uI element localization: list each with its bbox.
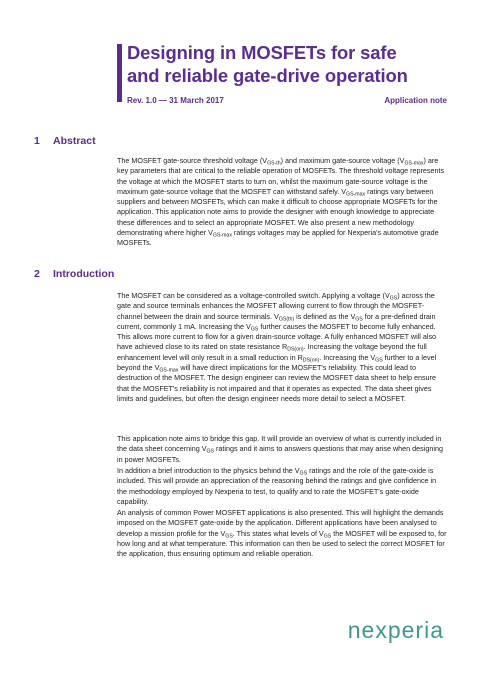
section-heading-introduction xyxy=(34,268,114,280)
document-type: Application note xyxy=(384,96,447,105)
intro-paragraph-4: An analysis of common Power MOSFET applications is also presented. This will highlight the demands imposed on the MOSFET gate-oxide by the application. Different applications have been analysed to develop a mission profile for the $V_{GS}$. This states what levels of $V_{GS}$ the MOSFET will be exposed to, for how long and at what temperature. This information can then be used to select the correct MOSFET for the application, thus ensuring optimum and reliable operation. xyxy=(117,508,447,559)
revision-date: Rev. 1.0 — 31 March 2017 xyxy=(127,96,224,105)
nexperia-logo: nexperia xyxy=(347,617,444,643)
intro-paragraph-1: The MOSFET can be considered as a voltage-controlled switch. Applying a voltage $(V_{GS})$ across the gate and source terminals enhances the MOSFET allowing current to flow through the MOSFET-channel between the drain and source terminals. $V_{GS(th)}$ is defined as the $V_{GS}$ for a pre-defined drain current, commonly 1 mA. Increasing the $V_{GS}$ further causes the MOSFET to become fully enhanced. This allows more current to flow for a given drain-source voltage. A fully enhanced MOSFET will also have achieved close to its rated on state resistance $R_{DS(on)}$. Increasing the voltage beyond the full enhancement level will only result in a small reduction in $R_{DS(on)}$. Increasing the $V_{GS}$ further to a level beyond the $V_{GS-max}$ will have direct implications for the MOSFET's reliability. This could lead to destruction of the MOSFET. The design engineer can review the MOSFET data sheet to help ensure that the MOSFET's reliability is not impaired and that it operates as expected. The data sheet gives limits and guidelines, but often the design engineer needs more detail to select a MOSFET. xyxy=(117,291,437,403)
abstract-paragraph: The MOSFET gate-source threshold voltage $(V_{GS-th})$ and maximum gate-source voltage $(V_{GS-max})$ are key parameters that are critical to the reliable operation of MOSFETs. The threshold voltage represents the voltage at which the MOSFET starts to turn on, whilst the maximum gate-source voltage is the maximum gate-source voltage that the MOSFET can withstand safely. $V_{GS-max}$ ratings vary between suppliers and between MOSFETs, which can make it difficult to choose appropriate MOSFETs for the application. This application note aims to provide the designer with enough knowledge to appreciate these differences and to select an appropriate MOSFET. We also present a new methodology demonstrating where higher $V_{GS-max}$ ratings voltages may be applied for Nexperia's automotive grade MOSFETs. xyxy=(117,156,445,248)
section-title: Introduction xyxy=(53,268,115,280)
section-heading-abstract xyxy=(34,135,96,147)
title-line-1: Designing in MOSFETs for safe xyxy=(127,42,397,63)
intro-paragraph-2: This application note aims to bridge this gap. It will provide an overview of what is currently included in the data sheet concerning $V_{GS}$ ratings and it aims to answers questions that may arise when designing in power MOSFETs. xyxy=(117,434,443,464)
section-title: Abstract xyxy=(53,135,96,147)
section-number: 2 xyxy=(34,268,40,280)
section-number: 1 xyxy=(34,135,40,147)
title-line-2: and reliable gate-drive operation xyxy=(127,65,408,86)
document-title xyxy=(127,41,408,87)
title-accent-bar xyxy=(117,44,122,102)
intro-paragraph-3: In addition a brief introduction to the physics behind the $V_{GS}$ ratings and the role of the gate-oxide is included. This will provide an appreciation of the reasoning behind the ratings and give confidence in the methodology employed by Nexperia to test, to qualify and to rate the MOSFET's gate-oxide capability. xyxy=(117,466,437,506)
